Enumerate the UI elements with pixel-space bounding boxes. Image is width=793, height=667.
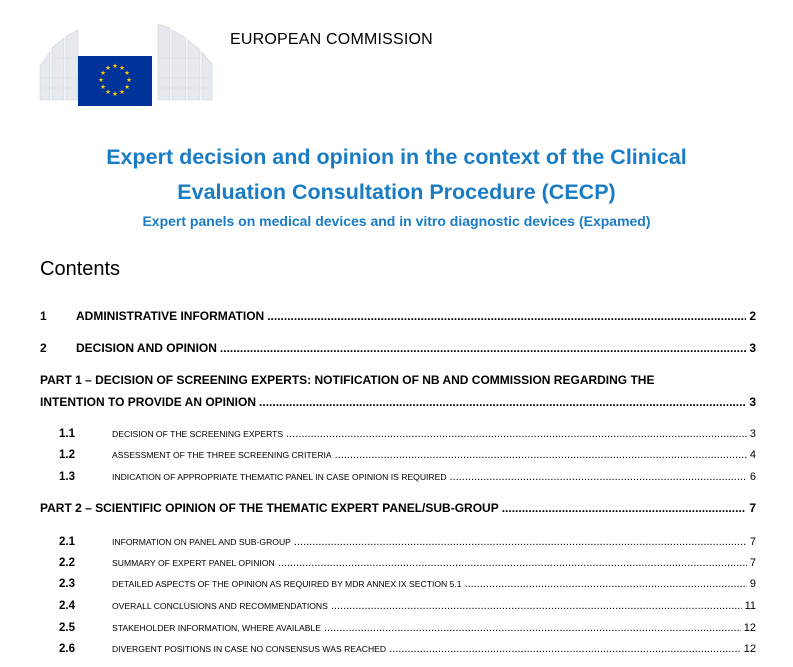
toc-label: STAKEHOLDER INFORMATION, WHERE AVAILABLE: [112, 623, 321, 633]
toc-label: PART 1 – DECISION OF SCREENING EXPERTS: NOTIFICATION OF NB AND COMMISSION REGARDING THE: [40, 373, 655, 387]
svg-text:★: ★: [100, 83, 106, 91]
toc-page: 9: [749, 578, 756, 590]
toc-part-2[interactable]: [40, 501, 756, 515]
toc-entry-2-1[interactable]: [40, 536, 756, 548]
svg-text:★: ★: [100, 69, 106, 77]
toc-entry-2[interactable]: [40, 341, 756, 355]
toc-page: 6: [749, 471, 756, 483]
toc-page: 7: [749, 557, 756, 569]
toc-label: ASSESSMENT OF THE THREE SCREENING CRITERIA: [112, 450, 332, 460]
toc-page: 12: [743, 622, 756, 634]
toc-label: DECISION AND OPINION: [76, 341, 217, 355]
svg-text:★: ★: [98, 76, 104, 84]
toc-page: 12: [743, 643, 756, 655]
toc-leader: [294, 536, 747, 548]
toc-leader: [267, 309, 746, 323]
svg-text:★: ★: [126, 76, 132, 84]
toc-entry-2-3[interactable]: [40, 578, 756, 590]
svg-text:★: ★: [119, 64, 125, 72]
toc-leader: [220, 341, 746, 355]
contents-heading: Contents: [40, 258, 121, 280]
toc-label: INFORMATION ON PANEL AND SUB-GROUP: [112, 537, 291, 547]
svg-text:★: ★: [105, 64, 111, 72]
toc-entry-2-2[interactable]: [40, 557, 756, 569]
toc-leader: [331, 600, 742, 612]
toc-label: DIVERGENT POSITIONS IN CASE NO CONSENSUS WAS REACHED: [112, 644, 387, 654]
toc-entry-2-5[interactable]: [40, 622, 756, 634]
toc-entry-2-6[interactable]: [40, 643, 756, 655]
toc-label: INDICATION OF APPROPRIATE THEMATIC PANEL IN CASE OPINION IS REQUIRED: [112, 472, 447, 482]
document-title-line-2: Evaluation Consultation Procedure (CECP): [177, 180, 616, 204]
toc-entry-2-4[interactable]: [40, 600, 756, 612]
toc-label: DECISION OF THE SCREENING EXPERTS: [112, 429, 284, 439]
toc-number: 1.1: [59, 428, 75, 440]
toc-number: 2.1: [59, 536, 75, 548]
toc-page: 7: [749, 501, 756, 515]
toc-number: 1.3: [59, 471, 75, 483]
toc-leader: [389, 643, 741, 655]
toc-label: SUMMARY OF EXPERT PANEL OPINION: [112, 558, 275, 568]
toc-entry-1-2[interactable]: [40, 449, 756, 461]
toc-label-continued: INTENTION TO PROVIDE AN OPINION: [40, 395, 257, 409]
toc-page: 3: [749, 428, 756, 440]
toc-number: 2.6: [59, 643, 75, 655]
toc-number: 1: [40, 309, 47, 323]
svg-text:★: ★: [119, 88, 125, 96]
toc-leader: [324, 622, 741, 634]
svg-text:★: ★: [124, 83, 130, 91]
toc-label: ADMINISTRATIVE INFORMATION: [76, 309, 265, 323]
toc-leader: [502, 501, 747, 515]
toc-entry-1-1[interactable]: [40, 428, 756, 440]
toc-number: 1.2: [59, 449, 75, 461]
toc-number: 2.3: [59, 578, 75, 590]
toc-leader: [286, 428, 747, 440]
toc-number: 2.4: [59, 600, 75, 612]
toc-entry-1[interactable]: [40, 309, 756, 323]
organization-name: EUROPEAN COMMISSION: [230, 31, 433, 48]
toc-label: OVERALL CONCLUSIONS AND RECOMMENDATIONS: [112, 601, 328, 611]
svg-text:★: ★: [112, 62, 118, 70]
toc-leader: [450, 471, 747, 483]
svg-text:★: ★: [105, 88, 111, 96]
toc-entry-1-3[interactable]: [40, 471, 756, 483]
toc-leader: [335, 449, 747, 461]
document-subtitle: Expert panels on medical devices and in vitro diagnostic devices (Expamed): [142, 213, 651, 229]
toc-number: 2: [40, 341, 47, 355]
svg-text:★: ★: [112, 90, 118, 98]
toc-page: 7: [749, 536, 756, 548]
document-title-line-1: Expert decision and opinion in the context of the Clinical: [106, 145, 687, 169]
toc-page: 4: [749, 449, 756, 461]
toc-page: 2: [749, 309, 756, 323]
toc-number: 2.5: [59, 622, 75, 634]
toc-leader: [259, 395, 746, 409]
toc-page: 11: [744, 600, 756, 612]
toc-label: PART 2 – SCIENTIFIC OPINION OF THE THEMATIC EXPERT PANEL/SUB-GROUP: [40, 501, 499, 515]
toc-page: 3: [749, 341, 756, 355]
toc-label: DETAILED ASPECTS OF THE OPINION AS REQUIRED BY MDR ANNEX IX SECTION 5.1: [112, 579, 462, 589]
toc-leader: [278, 557, 747, 569]
toc-page: 3: [749, 395, 756, 409]
toc-leader: [465, 578, 747, 590]
toc-number: 2.2: [59, 557, 75, 569]
svg-text:★: ★: [124, 69, 130, 77]
european-commission-logo: [38, 18, 214, 108]
